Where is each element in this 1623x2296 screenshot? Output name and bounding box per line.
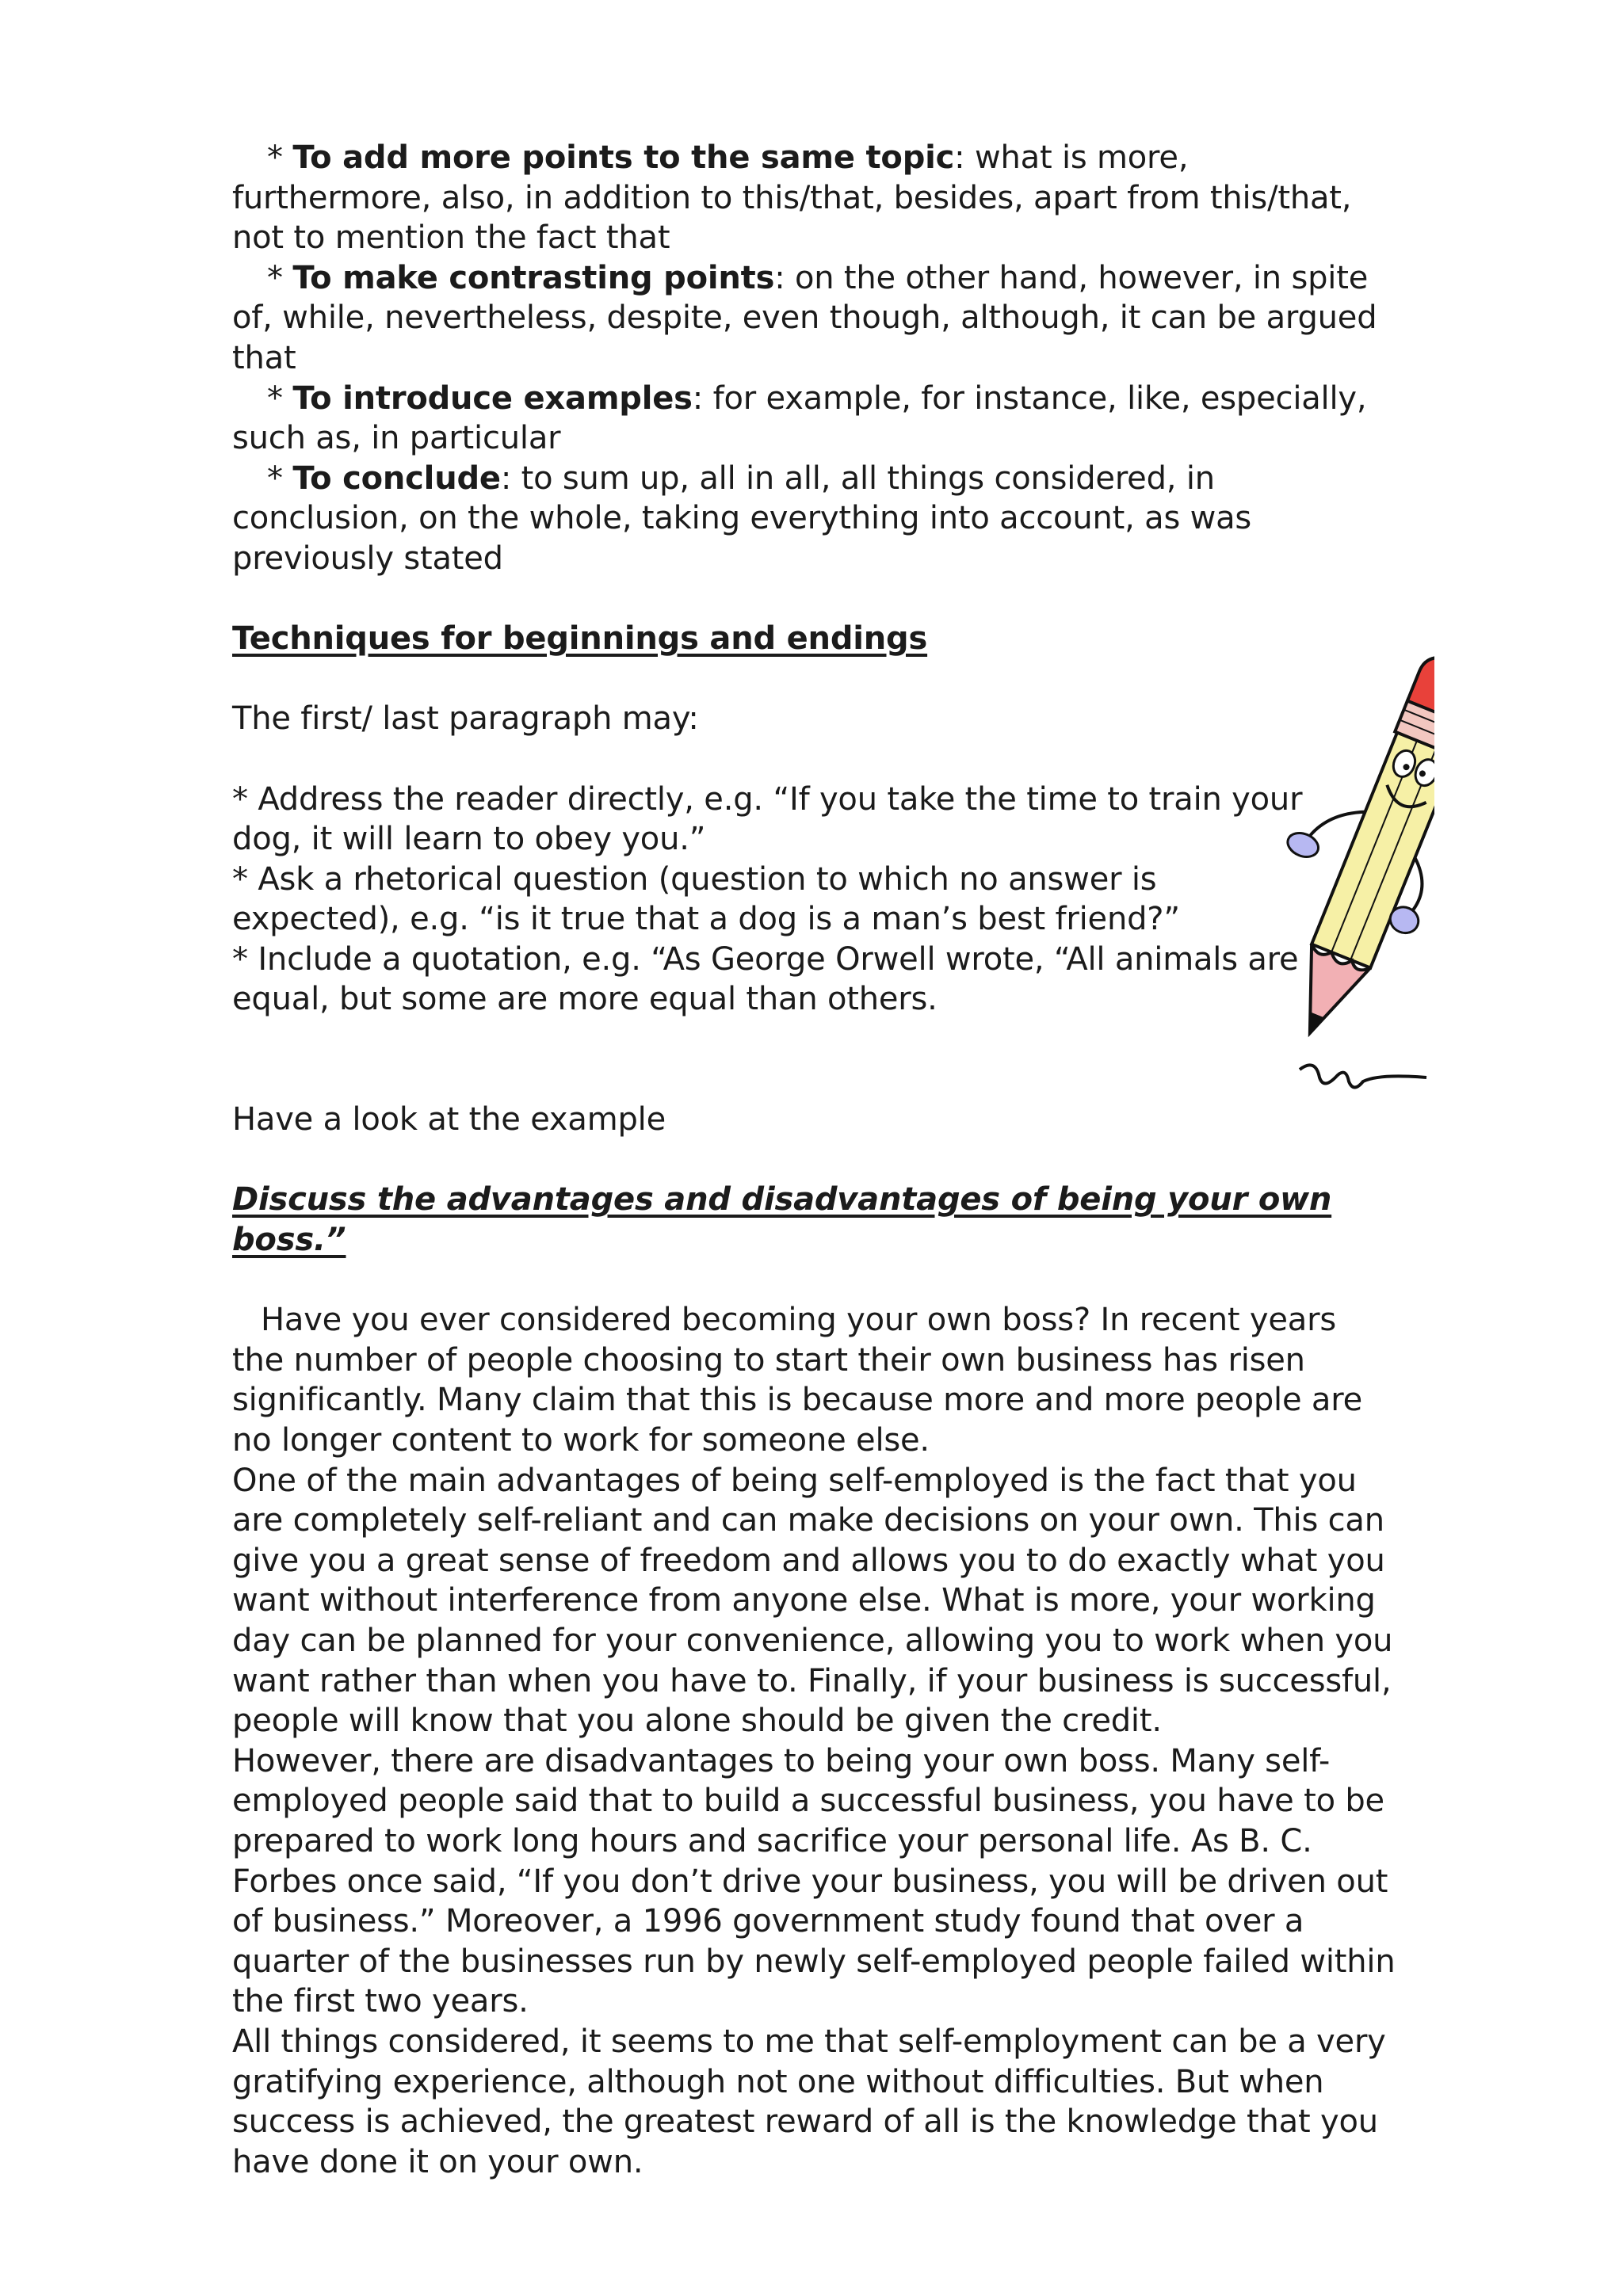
linker-text: : on the other hand, however, in spite of, while, nevertheless, despite, even though, although, it can be argued that <box>232 259 1377 376</box>
techniques-intro: The first/ last paragraph may: <box>232 700 699 738</box>
linker-conclude: * To conclude: to sum up, all in all, all things considered, in conclusion, on the whole, taking everything into account, as was previously stated <box>232 460 1252 577</box>
linker-text: : what is more, furthermore, also, in addition to this/that, besides, apart from this/that, not to mention the fact that <box>232 139 1352 257</box>
example-prompt: Have a look at the example <box>232 1101 666 1138</box>
linker-examples: * To introduce examples: for example, for instance, like, especially, such as, in particular <box>232 379 1367 457</box>
linker-add-points: * To add more points to the same topic: what is more, furthermore, also, in addition to this/that, besides, apart from this/that, not to mention the fact that <box>232 139 1352 257</box>
technique-item: * Include a quotation, e.g. “As George Orwell wrote, “All animals are equal, but some are more equal than others. <box>232 940 1299 1018</box>
linker-contrast: * To make contrasting points: on the other hand, however, in spite of, while, nevertheless, despite, even though, although, it can be argued that <box>232 259 1377 376</box>
linker-label: To add more points to the same topic <box>292 139 955 176</box>
linker-text: : for example, for instance, like, especially, such as, in particular <box>232 379 1367 457</box>
technique-item: * Ask a rhetorical question (question to which no answer is expected), e.g. “is it true that a dog is a man’s best friend?” <box>232 860 1180 938</box>
essay-title: Discuss the advantages and disadvantages of being your own boss.” <box>232 1181 1332 1259</box>
essay-paragraph: All things considered, it seems to me that self-employment can be a very gratifying experience, although not one without difficulties. But when success is achieved, the greatest reward of all is the knowledge that you have done it on your own. <box>232 2023 1386 2180</box>
technique-item: * Address the reader directly, e.g. “If you take the time to train your dog, it will learn to obey you.” <box>232 780 1303 858</box>
document-page <box>232 138 1397 2182</box>
section-heading: Techniques for beginnings and endings <box>232 620 928 658</box>
essay-paragraph: One of the main advantages of being self-employed is the fact that you are completely self-reliant and can make decisions on your own. This can give you a great sense of freedom and allows you to do exactly what you want without interference from anyone else. What is more, your working day can be planned for your convenience, allowing you to work when you want rather than when you have to. Finally, if your business is successful, people will know that you alone should be given the credit. <box>232 1462 1393 1740</box>
linker-label: To make contrasting points <box>292 259 775 296</box>
linker-label: To introduce examples <box>292 379 693 417</box>
linker-text: : to sum up, all in all, all things considered, in conclusion, on the whole, taking everything into account, as was previously stated <box>232 460 1252 577</box>
essay-paragraph: However, there are disadvantages to being your own boss. Many self-employed people said that to build a successful business, you have to be prepared to work long hours and sacrifice your personal life. As B. C. Forbes once said, “If you don’t drive your business, you will be driven out of business.” Moreover, a 1996 government study found that over a quarter of the businesses run by newly self-employed people failed within the first two years. <box>232 1742 1396 2020</box>
pencil-cartoon-icon <box>1284 614 1434 1105</box>
essay-paragraph: Have you ever considered becoming your own boss? In recent years the number of people choosing to start their own business has risen significantly. Many claim that this is because more and more people are no longer content to work for someone else. <box>232 1302 1362 1459</box>
linker-label: To conclude <box>292 460 501 497</box>
